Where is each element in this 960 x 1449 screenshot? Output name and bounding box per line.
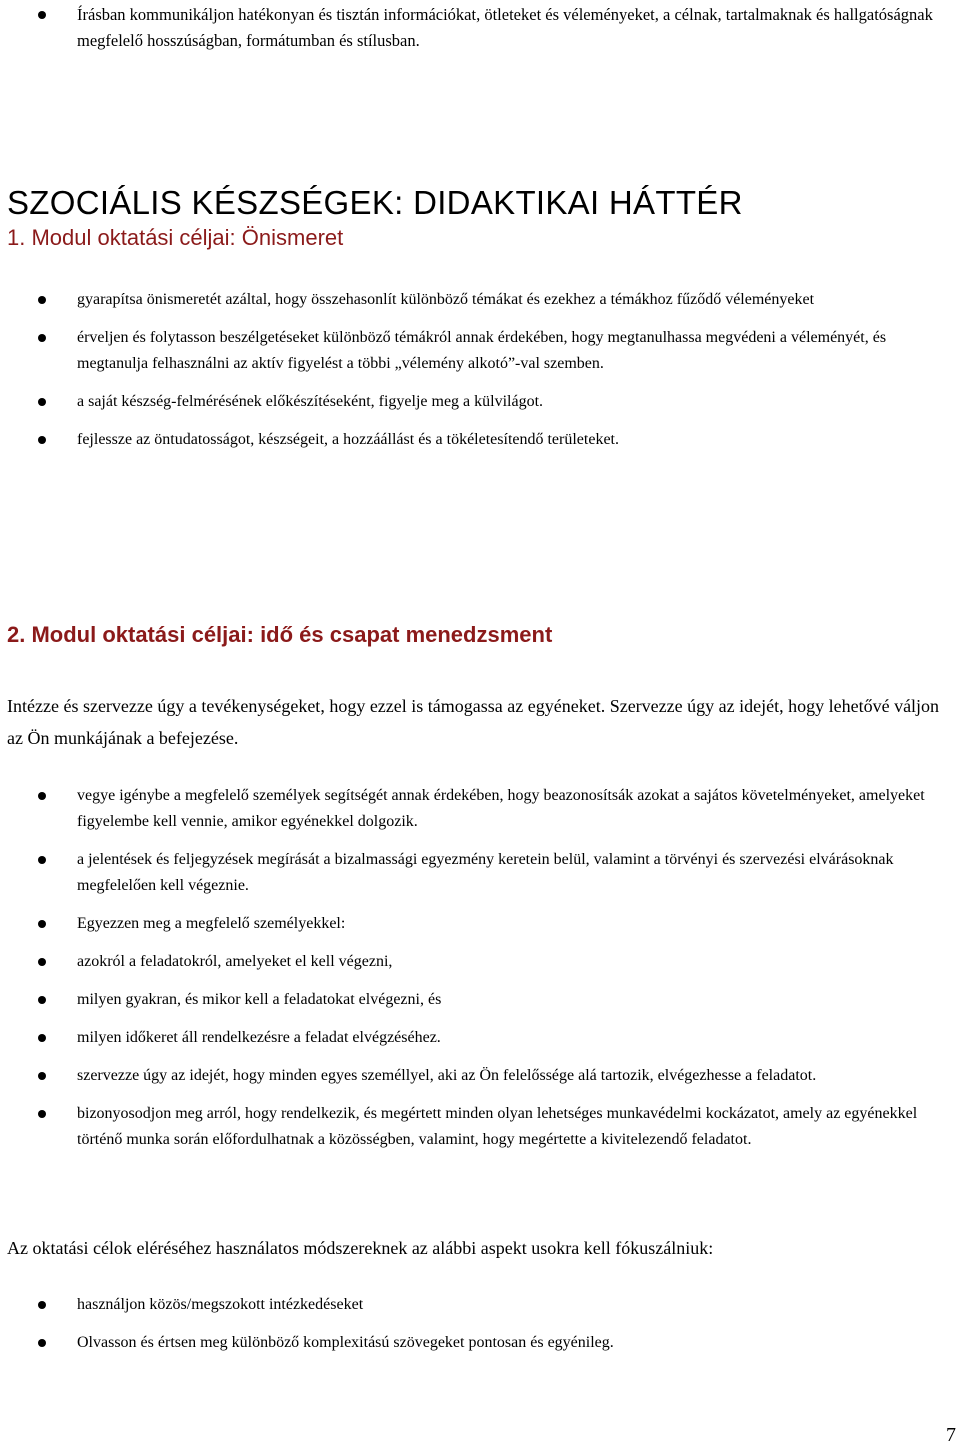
list-item: Olvasson és értsen meg különböző komplexitású szövegeket pontosan és egyénileg. [0, 1330, 960, 1356]
bullet-icon [38, 1034, 46, 1042]
module1-list [0, 287, 960, 453]
list-item: fejlessze az öntudatosságot, készségeit, a hozzáállást és a tökéletesítendő területeket. [0, 427, 960, 453]
methods-intro: Az oktatási célok eléréséhez használatos módszereknek az alábbi aspekt usokra kell fókuszálniuk: [7, 1238, 714, 1258]
intro-list [0, 2, 960, 54]
methods-list [0, 1292, 960, 1356]
list-item: milyen gyakran, és mikor kell a feladatokat elvégezni, és [0, 987, 960, 1013]
module1-heading: 1. Modul oktatási céljai: Önismeret [7, 225, 344, 250]
bullet-icon [38, 920, 46, 928]
bullet-icon [38, 958, 46, 966]
bullet-icon [38, 1301, 46, 1309]
list-item: érveljen és folytasson beszélgetéseket különböző témákról annak érdekében, hogy megtanulhassa megvédeni a véleményét, és megtanulja felhasználni az aktív figyelést a többi „vélemény alkotó”-val szemben. [0, 325, 960, 377]
bullet-icon [38, 1110, 46, 1118]
bullet-icon [38, 856, 46, 864]
page-number: 7 [946, 1424, 956, 1446]
module2-intro: Intézze és szervezze úgy a tevékenységeket, hogy ezzel is támogassa az egyéneket. Szervezze úgy az idejét, hogy lehetővé váljon az Ön munkájának a befejezése. [7, 696, 940, 748]
bullet-icon [38, 1339, 46, 1347]
list-item: azokról a feladatokról, amelyeket el kell végezni, [0, 949, 960, 975]
bullet-icon [38, 398, 46, 406]
list-item: vegye igénybe a megfelelő személyek segítségét annak érdekében, hogy beazonosítsák azokat a sajátos követelményeket, amelyeket figyelembe kell vennie, amikor egyénekkel dolgozik. [0, 783, 960, 835]
list-item: a jelentések és feljegyzések megírását a bizalmassági egyezmény keretein belül, valamint a törvényi és szervezési elvárásoknak megfelelően kell végeznie. [0, 847, 960, 899]
bullet-icon [38, 436, 46, 444]
bullet-icon [38, 792, 46, 800]
bullet-icon [38, 296, 46, 304]
section-title: SZOCIÁLIS KÉSZSÉGEK: DIDAKTIKAI HÁTTÉR [7, 184, 743, 221]
list-item: Írásban kommunikáljon hatékonyan és tisztán információkat, ötleteket és véleményeket, a célnak, tartalmaknak és hallgatóságnak megfelelő hosszúságban, formátumban és stílusban. [0, 2, 960, 54]
module2-list [0, 783, 960, 1153]
bullet-icon [38, 1072, 46, 1080]
list-item: milyen időkeret áll rendelkezésre a feladat elvégzéséhez. [0, 1025, 960, 1051]
list-item: Egyezzen meg a megfelelő személyekkel: [0, 911, 960, 937]
module2-heading: 2. Modul oktatási céljai: idő és csapat menedzsment [7, 622, 553, 647]
bullet-icon [38, 11, 46, 19]
list-item: a saját készség-felmérésének előkészítéseként, figyelje meg a külvilágot. [0, 389, 960, 415]
list-item: bizonyosodjon meg arról, hogy rendelkezik, és megértett minden olyan lehetséges munkavédelmi kockázatot, amely az egyénekkel történő munka során előfordulhatnak a közösségben, valamint, hogy megértette a kivitelezendő feladatot. [0, 1101, 960, 1153]
list-item: használjon közös/megszokott intézkedéseket [0, 1292, 960, 1318]
bullet-icon [38, 996, 46, 1004]
list-item: szervezze úgy az idejét, hogy minden egyes személlyel, aki az Ön felelőssége alá tartozik, elvégezhesse a feladatot. [0, 1063, 960, 1089]
bullet-icon [38, 334, 46, 342]
list-item: gyarapítsa önismeretét azáltal, hogy összehasonlít különböző témákat és ezekhez a témákhoz fűződő véleményeket [0, 287, 960, 313]
